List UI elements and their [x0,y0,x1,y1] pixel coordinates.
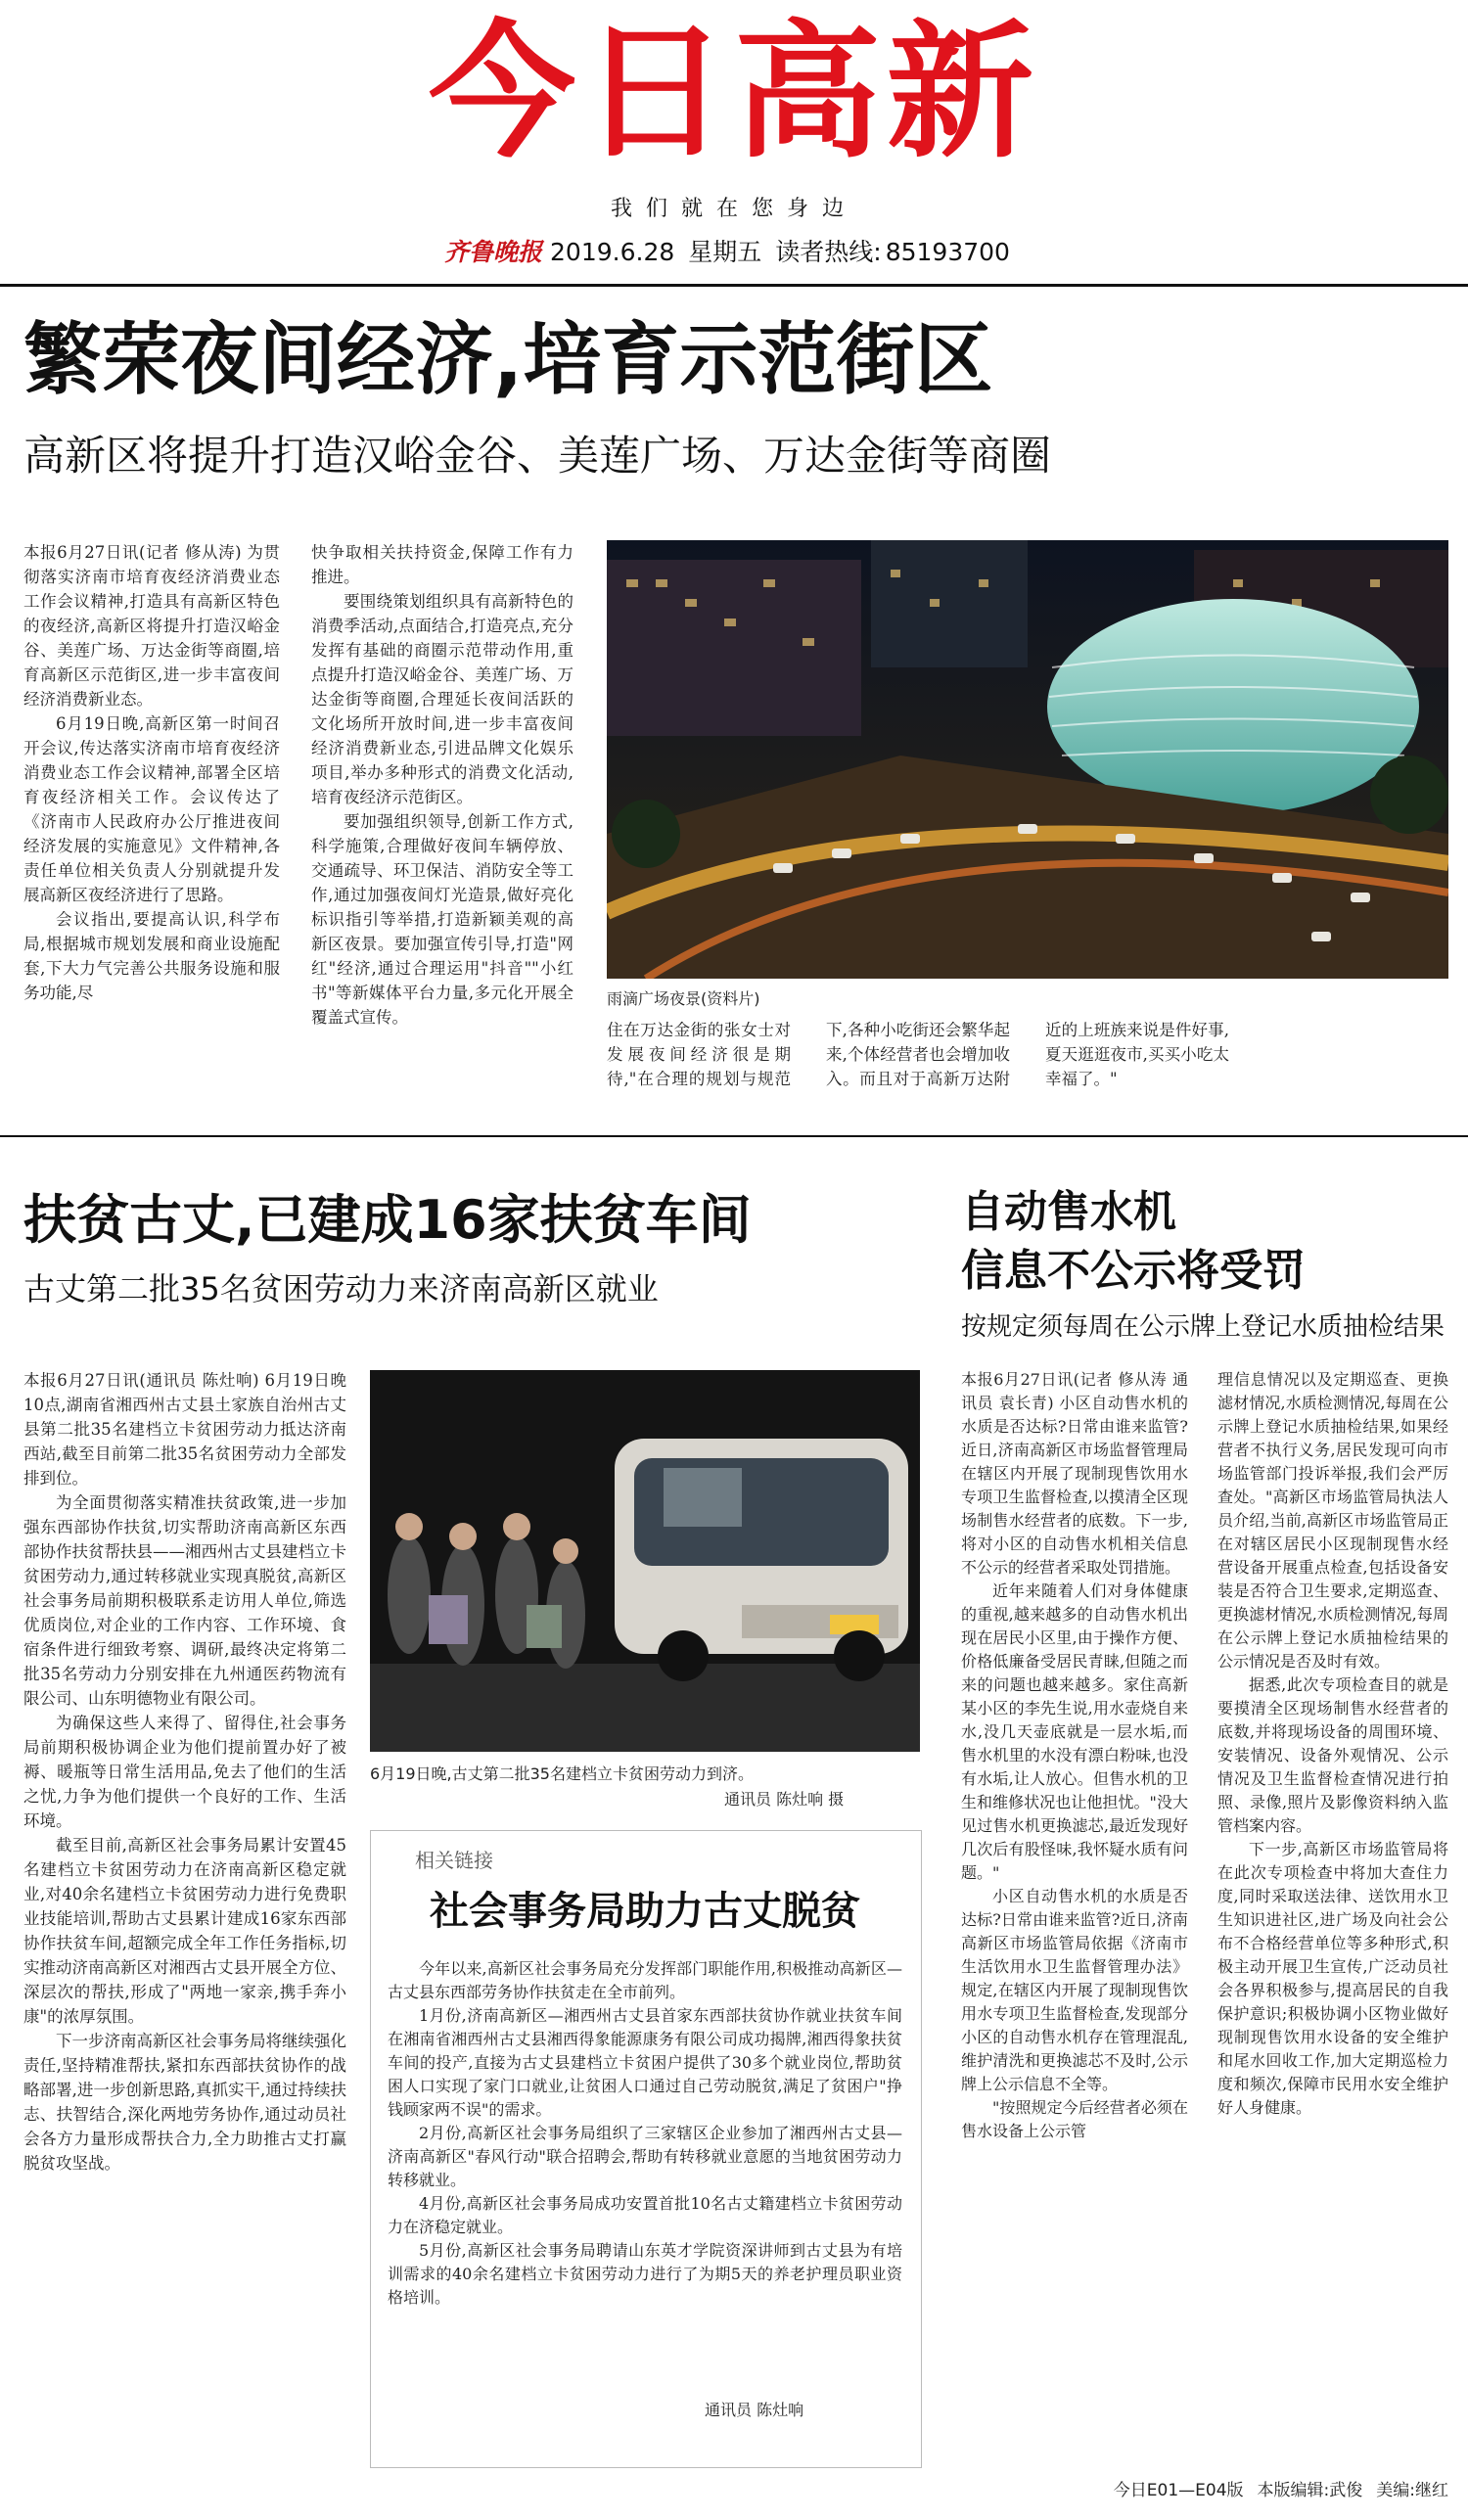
article3-headline-line-2: 信息不公示将受罚 [961,1246,1306,1296]
related-paragraph: 1月份,济南高新区—湘西州古丈县首家东西部扶贫协作就业扶贫车间在湘南省湘西州古丈县湘西得象能源康务有限公司成功揭牌,湘西得象扶贫车间的投产,直接为古丈县建档立卡贫困户提供了30多个就业岗位,帮助贫困人口实现了家门口就业,让贫困人口通过自己劳动脱贫,满足了贫困户"挣钱顾家两不误"的需求。 [388,2006,902,2119]
article2-photo-caption: 6月19日晚,古丈第二批35名建档立卡贫困劳动力到济。 [370,1764,754,1783]
night-plaza-photo [607,540,1448,979]
article2-column [23,1368,346,2464]
article1-paragraph: 本报6月27日讯(记者 修从涛) 为贯彻落实济南市培育夜经济消费业态工作会议精神,打造具有高新区特色的夜经济,高新区将提升打造汉峪金谷、美莲广场、万达金街等商圈,培育高新区示范街区,进一步丰富夜间经济消费新业态。 [23,543,280,709]
article1-paragraph: 6月19日晚,高新区第一时间召开会议,传达落实济南市培育夜经济消费业态工作会议精神,部署全区培育夜经济相关工作。会议传达了《济南市人民政府办公厅推进夜间经济发展的实施意见》文件精神,各责任单位相关负责人分别就提升发展高新区夜经济进行了思路。 [23,714,280,904]
footer-editor: 本版编辑:武俊 [1257,2481,1363,2500]
article3-column-1 [961,1368,1188,2469]
footer-pages: 今日E01—E04版 [1113,2481,1244,2500]
article1-column-1 [23,540,280,1104]
article2-paragraph: 本报6月27日讯(通讯员 陈灶响) 6月19日晚10点,湖南省湘西州古丈县土家族自治州古丈县第二批35名建档立卡贫困劳动力抵达济南西站,截至目前第二批35名贫困劳动力全部发排到位。 [23,1371,346,1488]
hotline-number: 85193700 [885,238,1010,266]
article3-paragraph: 据悉,此次专项检查目的就是要摸清全区现场制售水经营者的底数,并将现场设备的周围环境、安装情况、设备外观情况、公示情况及卫生监督检查情况进行拍照、录像,照片及影像资料纳入监管档案内容。 [1217,1675,1448,1835]
article3-paragraph: 小区自动售水机的水质是否达标?日常由谁来监管?近日,济南高新区市场监管局依据《济南市生活饮用水卫生监督管理办法》规定,在辖区内开展了现制现售饮用水专项卫生监督检查,发现部分小区的自动售水机存在管理混乱,维护清洗和更换滤芯不及时,公示牌上公示信息不全等。 [961,1887,1188,2093]
article1-column-2 [311,540,573,1104]
article2-paragraph: 为确保这些人来得了、留得住,社会事务局前期积极协调企业为他们提前置办好了被褥、暖瓶等日常生活用品,免去了他们的生活之忧,力争为他们提供一个良好的工作、生活环境。 [23,1714,346,1830]
article3-headline-line-1: 自动售水机 [961,1187,1176,1237]
article1-paragraph: 要围绕策划组织具有高新特色的消费季活动,点面结合,打造亮点,充分发挥有基础的商圈示范带动作用,重点提升打造汉峪金谷、美莲广场、万达金街等商圈,合理延长夜间活跃的文化场所开放时间,进一步丰富夜间经济消费新业态,引进品牌文化娱乐项目,举办多种形式的消费文化活动,培育夜经济示范街区。 [311,592,573,806]
article1-paragraph: 要加强组织领导,创新工作方式,科学施策,合理做好夜间车辆停放、交通疏导、环卫保洁、消防安全等工作,通过加强夜间灯光造景,做好亮化标识指引等举措,打造新颖美观的高新区夜景。要加强宣传引导,打造"网红"经济,通过合理运用"抖音""小红书"等新媒体平台力量,多元化开展全覆盖式宣传。 [311,812,573,1027]
night-plaza-illustration [607,540,1448,979]
masthead-slogan: 我们就在您身边 [610,197,857,221]
newspaper-brand: 齐鲁晚报 [444,238,543,266]
masthead-title: 今日高新 [428,8,1039,178]
article2-paragraph: 下一步济南高新区社会事务局将继续强化责任,坚持精准帮扶,紧扣东西部扶贫协作的战略部署,进一步创新思路,真抓实干,通过持续扶志、扶智结合,深化两地劳务协作,通过动员社会各方力量形成帮扶合力,全力助推古丈打赢脱贫攻坚战。 [23,2032,346,2173]
article2-paragraph: 截至目前,高新区社会事务局累计安置45名建档立卡贫困劳动力在济南高新区稳定就业,对40余名建档立卡贫困劳动力进行免费职业技能培训,帮助古丈县累计建成16家东西部协作扶贫车间,超额完成全年工作任务指标,切实推动济南高新区对湘西古丈县开展全方位、深层次的帮扶,形成了"两地一家亲,携手奔小康"的浓厚氛围。 [23,1836,346,2026]
article3-paragraph: 近年来随着人们对身体健康的重视,越来越多的自动售水机出现在居民小区里,由于操作方便、价格低廉备受居民青睐,但随之而来的问题也越来越多。家住高新某小区的李先生说,用水壶烧自来水,没几天壶底就是一层水垢,而售水机里的水没有漂白粉味,也没有水垢,让人放心。但售水机的卫生和维修状况也让他担忧。"没大见过售水机更换滤芯,最近发现好几次后有股怪味,我怀疑水质有问题。" [961,1581,1188,1882]
article1-headline: 繁荣夜间经济,培育示范街区 [23,314,993,405]
related-paragraph: 2月份,高新区社会事务局组织了三家辖区企业参加了湘西州古丈县—济南高新区"春风行动"联合招聘会,帮助有转移就业意愿的当地贫困劳动力转移就业。 [388,2124,902,2189]
footer-designer: 美编:继红 [1376,2481,1448,2500]
article1-subhead: 高新区将提升打造汉峪金谷、美莲广场、万达金街等商圈 [23,432,1052,480]
issue-weekday: 星期五 [688,238,762,266]
section-divider [0,1135,1468,1137]
bus-arrival-photo [370,1370,920,1752]
article2-photo-credit: 通讯员 陈灶响 摄 [724,1790,845,1809]
related-link-tag: 相关链接 [415,1849,493,1872]
hotline-label: 读者热线: [775,238,882,266]
article1-photo-caption: 雨滴广场夜景(资料片) [607,989,760,1008]
article3-column-2 [1217,1368,1448,2469]
article3-paragraph: 下一步,高新区市场监管局将在此次专项检查中将加大查住力度,同时采取送法律、送饮用水卫生知识进社区,进广场及向社会公布不合格经营单位等多种形式,积极主动开展卫生宣传,广泛动员社会各界积极参与,提高居民的自我保护意识;积极协调小区物业做好现制现售饮用水设备的安全维护和尾水回收工作,加大定期巡检力度和频次,保障市民用水安全维护好人身健康。 [1217,1840,1448,2117]
article2-subhead: 古丈第二批35名贫困劳动力来济南高新区就业 [23,1270,659,1307]
related-body [388,1957,902,2388]
article1-paragraph: 快争取相关扶持资金,保障工作有力推进。 [311,543,573,586]
article3-paragraph: "按照规定今后经营者必须在售水设备上公示管 [961,2098,1188,2140]
related-paragraph: 5月份,高新区社会事务局聘请山东英才学院资深讲师到古丈县为有培训需求的40余名建档立卡贫困劳动力进行了为期5天的养老护理员职业资格培训。 [388,2241,902,2307]
article3-paragraph: 理信息情况以及定期巡查、更换滤材情况,水质检测情况,每周在公示牌上登记水质抽检结果,如果经营者不执行义务,居民发现可向市场监管部门投诉举报,我们会严厉查处。"高新区市场监管局执法人员介绍,当前,高新区市场监管局正在对辖区居民小区现制现售水经营设备开展重点检查,包括设备安装是否符合卫生要求,定期巡查、更换滤材情况,水质检测情况,每周在公示牌上登记水质抽检结果的公示情况是否及时有效。 [1217,1370,1448,1671]
bus-arrival-illustration [370,1370,920,1752]
article2-paragraph: 为全面贯彻落实精准扶贫政策,进一步加强东西部协作扶贫,切实帮助济南高新区东西部协作扶贫帮扶县——湘西州古丈县建档立卡贫困劳动力,通过转移就业实现真脱贫,高新区社会事务局前期积极联系走访用人单位,筛选优质岗位,对企业的工作内容、工作环境、食宿条件进行细致考察、调研,最终决定将第二批35名劳动力分别安排在九州通医药物流有限公司、山东明德物业有限公司。 [23,1493,346,1708]
related-paragraph: 4月份,高新区社会事务局成功安置首批10名古丈籍建档立卡贫困劳动力在济稳定就业。 [388,2194,902,2236]
article1-paragraph: 会议指出,要提高认识,科学布局,根据城市规划发展和商业设施配套,下大力气完善公共服务设施和服务功能,尽 [23,910,280,1002]
article1-paragraph: 住在万达金街的张女士对发展夜间经济很是期待,"在合理的规划与规范下,各种小吃街还会繁华起来,个体经营者也会增加收入。而且对于高新万达附近的上班族来说是件好事,夏天逛逛夜市,买买小吃太幸福了。" [607,1021,1229,1088]
related-credit: 通讯员 陈灶响 [705,2401,804,2419]
article1-column-3 [607,1018,1448,1106]
page-footer [1100,2476,1448,2500]
related-headline: 社会事务局助力古丈脱贫 [430,1889,860,1934]
article3-subhead: 按规定须每周在公示牌上登记水质抽检结果 [961,1312,1445,1342]
related-paragraph: 今年以来,高新区社会事务局充分发挥部门职能作用,积极推动高新区—古丈县东西部劳务协作扶贫走在全市前列。 [388,1959,902,2001]
masthead-rule [0,284,1468,287]
article2-headline: 扶贫古丈,已建成16家扶贫车间 [23,1189,752,1251]
article3-paragraph: 本报6月27日讯(记者 修从涛 通讯员 袁长青) 小区自动售水机的水质是否达标?日常由谁来监管?近日,济南高新区市场监督管理局在辖区内开展了现制现售饮用水专项卫生监督检查,以摸清全区现场制售水经营者的底数。下一步,将对小区的自动售水机相关信息不公示的经营者采取处罚措施。 [961,1370,1188,1577]
issue-date: 2019.6.28 [550,238,675,266]
masthead-info-line [0,233,1468,268]
